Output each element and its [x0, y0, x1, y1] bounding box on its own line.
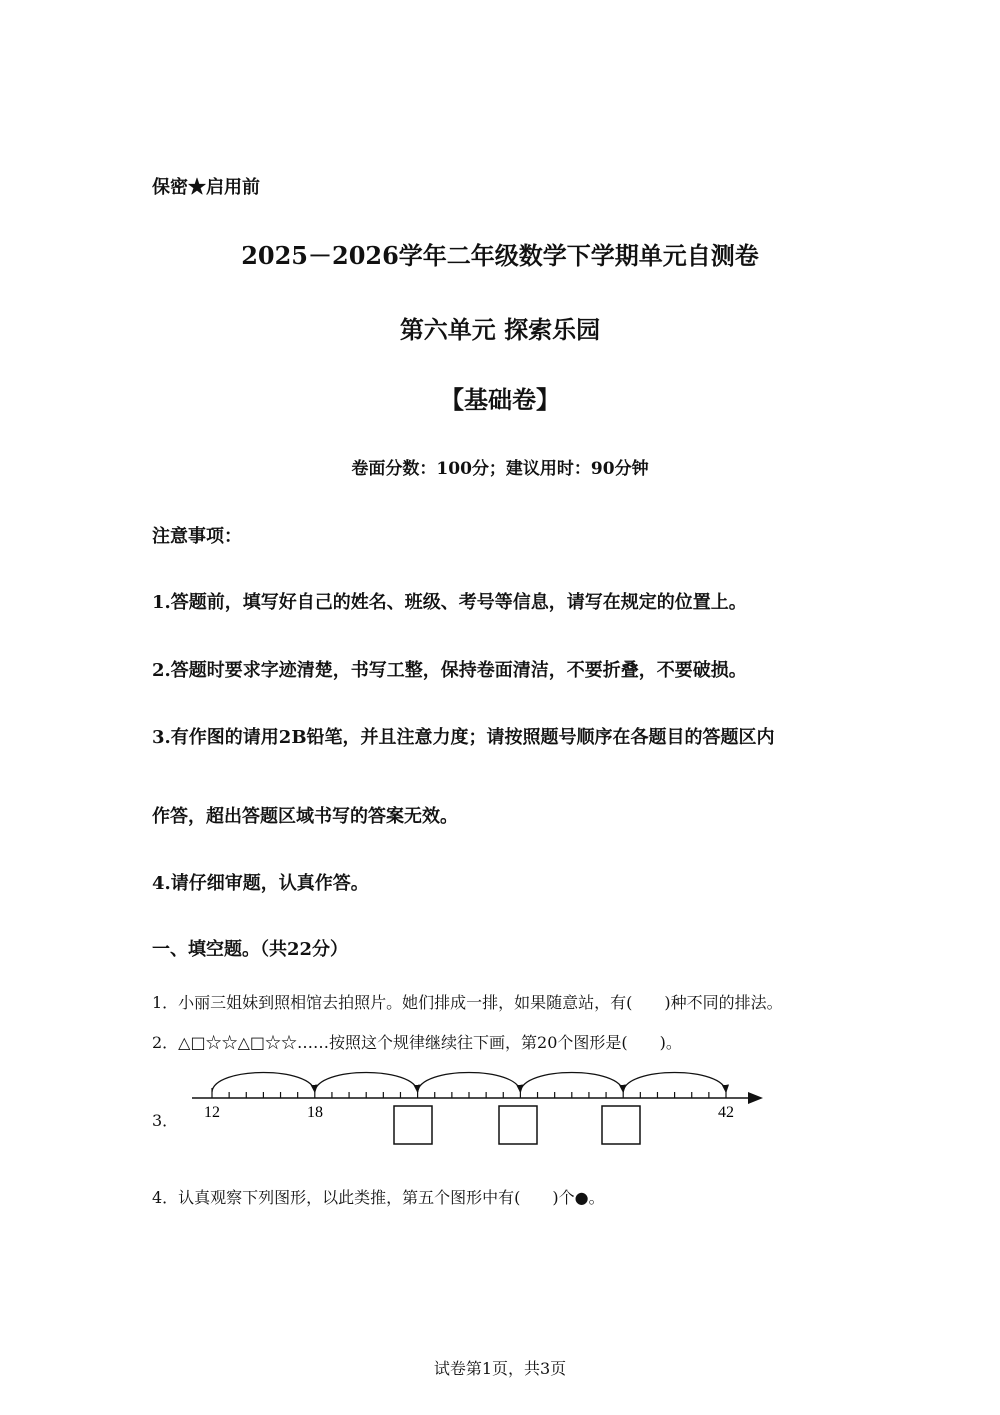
number-line-label-start: 12: [204, 1104, 220, 1121]
notice-item: 2.答题时要求字迹清楚，书写工整，保持卷面清洁，不要折叠，不要破损。: [152, 660, 747, 681]
notice-item: 作答，超出答题区域书写的答案无效。: [152, 806, 458, 827]
jump-arc: [212, 1073, 315, 1093]
unit-title: 第六单元 探索乐园: [399, 315, 601, 344]
tick-marks: [212, 1088, 726, 1098]
answer-box[interactable]: [499, 1106, 537, 1144]
page-footer: 试卷第1页，共3页: [433, 1359, 567, 1378]
exam-title: 2025－2026学年二年级数学下学期单元自测卷: [241, 241, 759, 270]
answer-box[interactable]: [394, 1106, 432, 1144]
question-2: 2．△□☆☆△□☆☆……按照这个规律继续往下画，第20个图形是( )。: [152, 1033, 682, 1052]
jump-arc: [315, 1073, 418, 1093]
notice-item: 3.有作图的请用2B铅笔，并且注意力度；请按照题号顺序在各题目的答题区内: [152, 727, 775, 748]
number-line-diagram: [180, 1058, 780, 1153]
question-1: 1．小丽三姐妹到照相馆去拍照片。她们排成一排，如果随意站，有( )种不同的排法。: [152, 993, 783, 1012]
jump-arc: [418, 1073, 521, 1093]
number-line-label-second: 18: [307, 1104, 323, 1121]
number-line-label-end: 42: [718, 1104, 734, 1121]
question-4: 4．认真观察下列图形，以此类推，第五个图形中有( )个●。: [152, 1188, 605, 1207]
jump-arc: [623, 1073, 726, 1093]
notice-item: 4.请仔细审题，认真作答。: [152, 873, 369, 894]
confidential-label: 保密★启用前: [152, 177, 260, 198]
notice-item: 1.答题前，填写好自己的姓名、班级、考号等信息，请写在规定的位置上。: [152, 592, 747, 613]
jump-arcs: [212, 1073, 726, 1093]
answer-box[interactable]: [602, 1106, 640, 1144]
section-heading: 一、填空题。（共22分）: [152, 939, 349, 960]
notice-heading: 注意事项：: [152, 526, 242, 547]
volume-label: 【基础卷】: [440, 385, 560, 414]
jump-arc: [520, 1073, 623, 1093]
question-3: 3．: [152, 1111, 179, 1130]
score-info: 卷面分数：100分；建议用时：90分钟: [351, 459, 649, 479]
